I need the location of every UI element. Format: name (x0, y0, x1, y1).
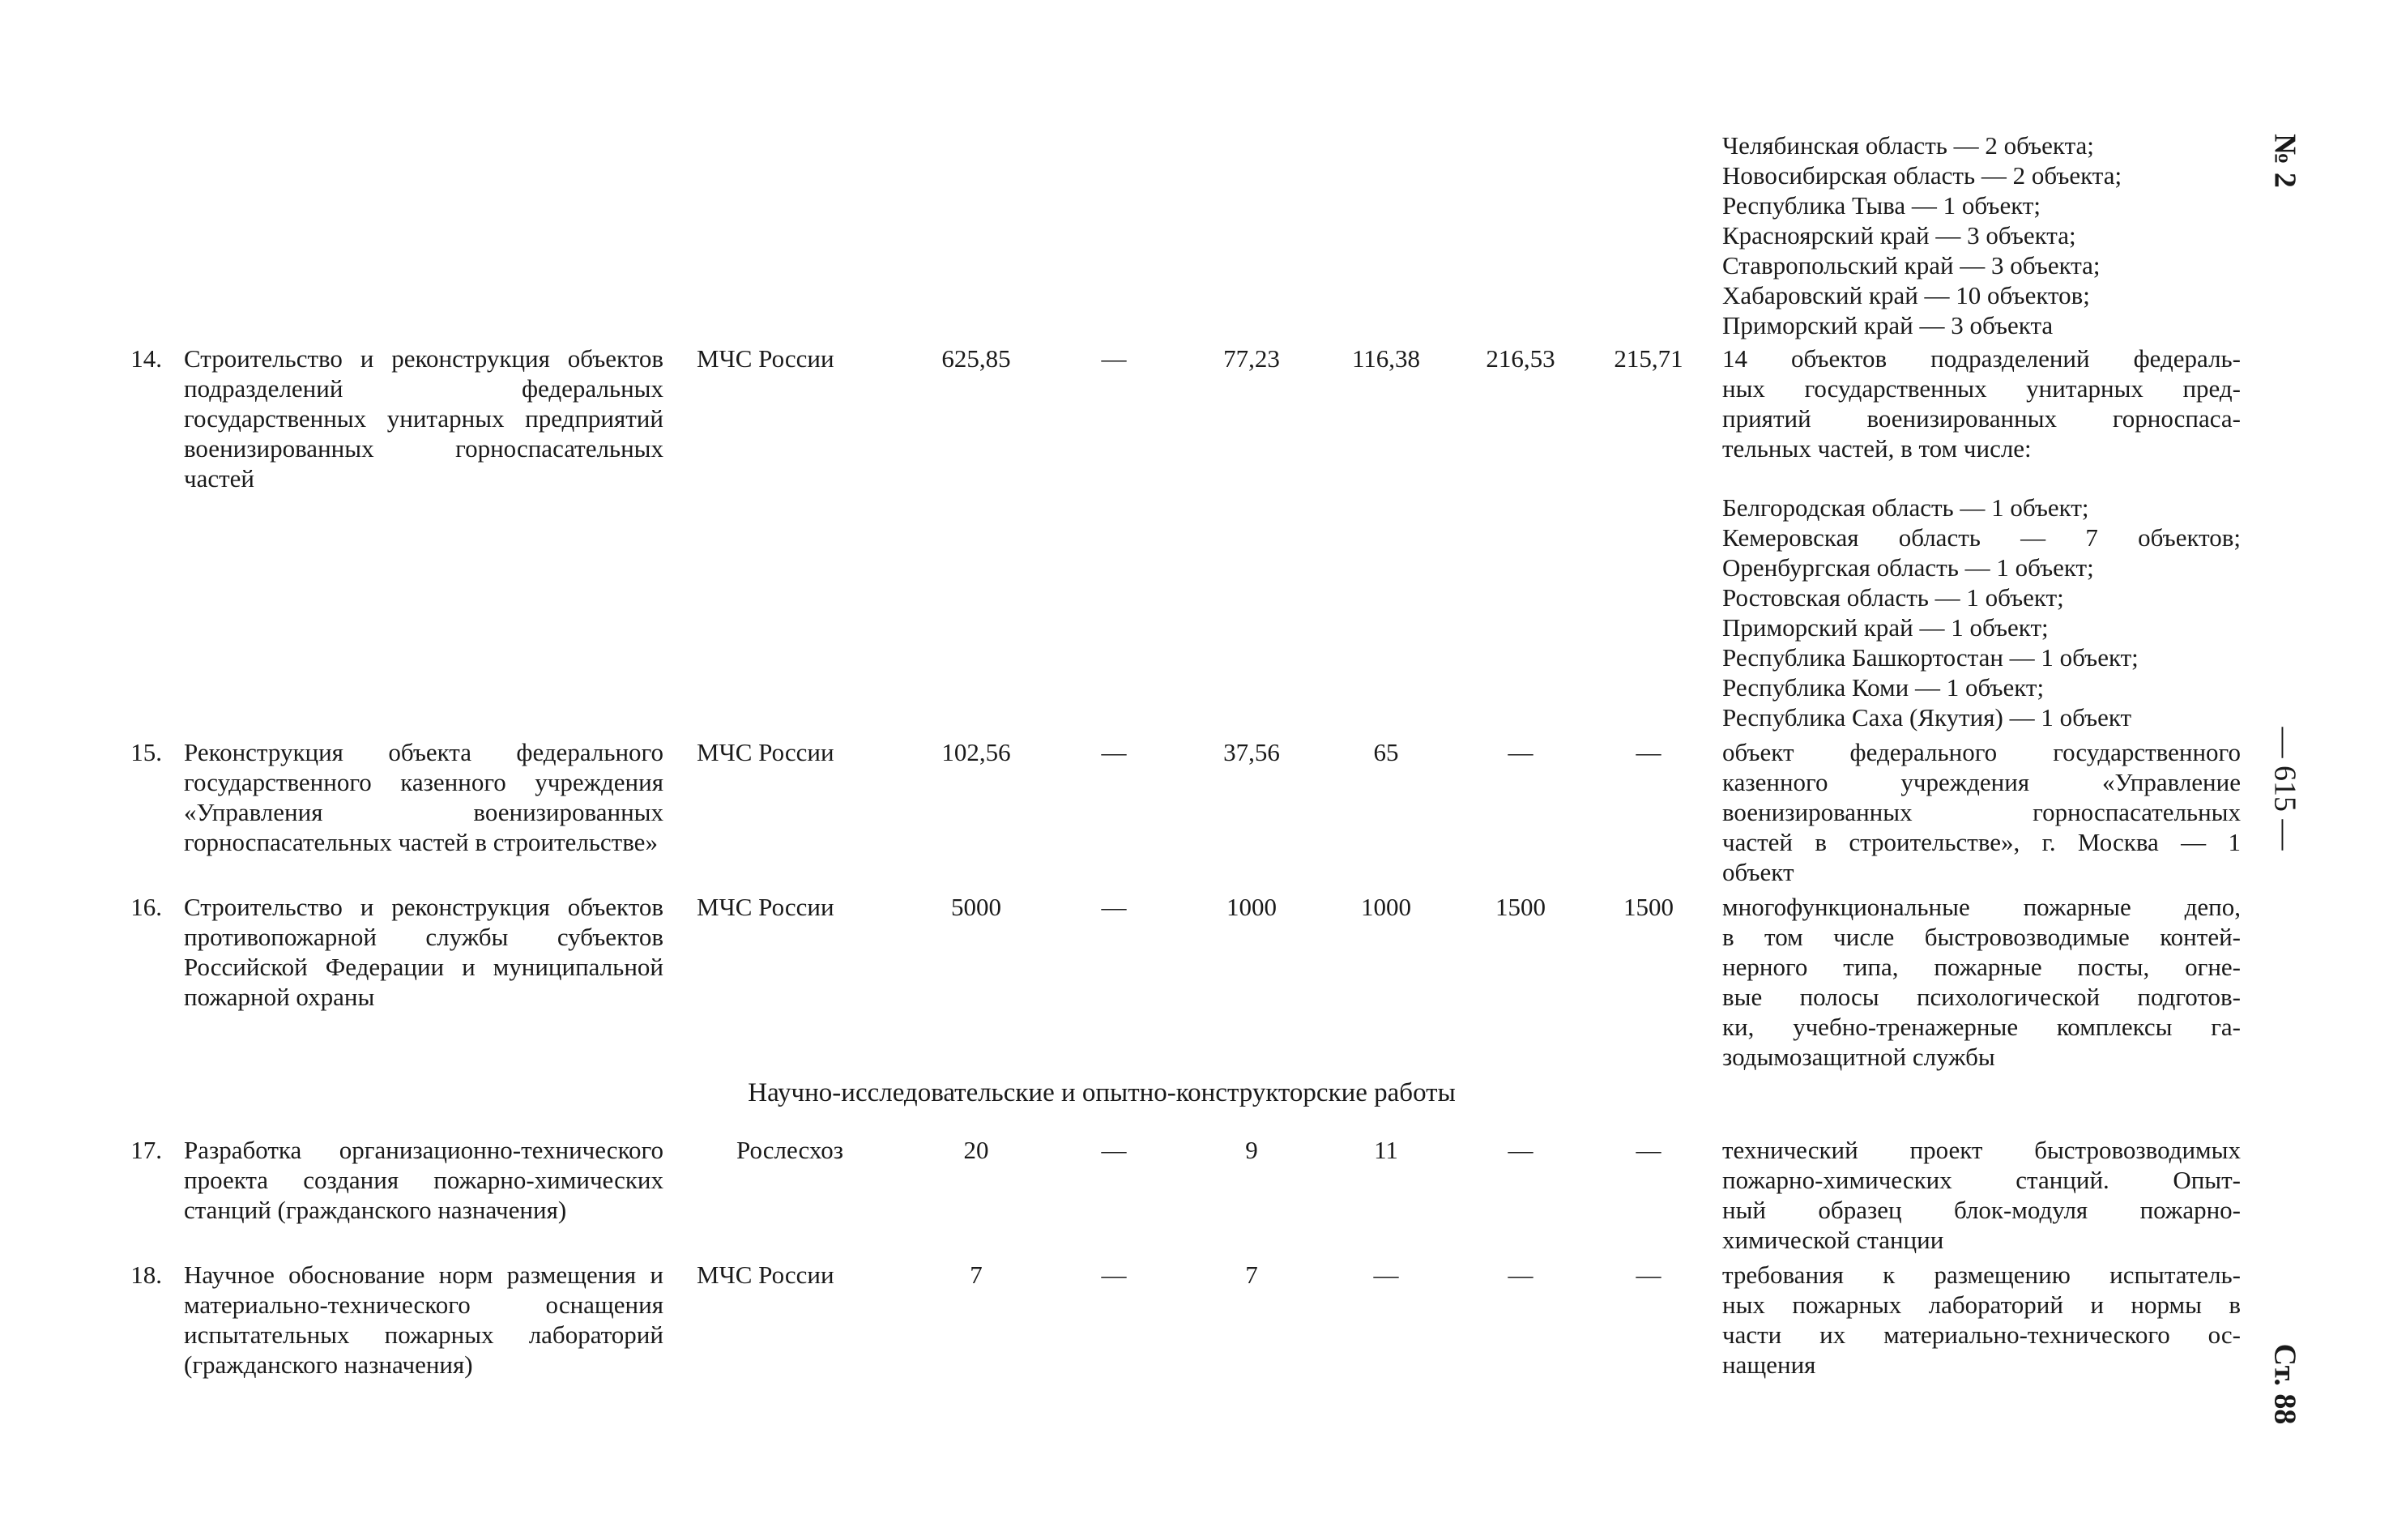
row-v3: 65 (1373, 738, 1399, 766)
result-line: Хабаровский край — 10 объектов; (1722, 281, 2090, 309)
row-result (1722, 737, 2241, 887)
row-number: 15. (130, 738, 162, 766)
row-v5: 1500 (1623, 893, 1674, 921)
row-v1: — (1101, 738, 1127, 766)
row-v5: — (1636, 1261, 1661, 1289)
result-line: Челябинская область — 2 объекта; (1722, 131, 2094, 160)
result-line: объект федерального государственного (1722, 738, 2241, 766)
result-line: Красноярский край — 3 объекта; (1722, 221, 2076, 250)
row-result (1722, 892, 2241, 1072)
section-heading: Научно-исследовательские и опытно-конструкторские работы (748, 1078, 1456, 1107)
result-line: ных пожарных лабораторий и нормы в (1722, 1290, 2241, 1319)
row-total: 5000 (951, 893, 1001, 921)
row-number: 14. (130, 344, 162, 373)
result-line: военизированных горноспасательных (1722, 798, 2241, 826)
row-total: 625,85 (941, 344, 1011, 373)
result-line: 14 объектов подразделений федераль- (1722, 344, 2241, 373)
row-v4: — (1508, 1261, 1533, 1289)
result-line: химической станции (1722, 1226, 1944, 1254)
result-line: пожарно-химических станций. Опыт- (1722, 1166, 2241, 1194)
issue-number: № 2 (2267, 134, 2302, 188)
row-org: МЧС России (697, 344, 834, 373)
row-total: 20 (963, 1136, 989, 1164)
row-number: 17. (130, 1136, 162, 1164)
region-line: Республика Коми — 1 объект; (1722, 673, 2045, 702)
row-name: Разработка организационно-технического проекта создания пожарно-химических станций (гражданского назначения) (184, 1136, 663, 1224)
result-line: приятий военизированных горноспаса- (1722, 404, 2241, 433)
row-v3: 1000 (1361, 893, 1411, 921)
row-name: Научное обоснование норм размещения и материально-технического оснащения испытательных пожарных лабораторий (гражданского назначения) (184, 1261, 663, 1379)
result-line: зодымозащитной службы (1722, 1043, 1995, 1071)
row-v1: — (1101, 1261, 1127, 1289)
result-line: требования к размещению испытатель- (1722, 1261, 2241, 1289)
region-line: Белгородская область — 1 объект; (1722, 493, 2089, 522)
result-line: вые полосы психологической подготов- (1722, 983, 2241, 1011)
row-v5: 215,71 (1614, 344, 1683, 373)
row-v2: 77,23 (1223, 344, 1280, 373)
row-result (1722, 1260, 2241, 1380)
row-v4: 1500 (1495, 893, 1546, 921)
row-v3: 11 (1374, 1136, 1398, 1164)
region-line: Кемеровская область — 7 объектов; (1722, 523, 2241, 552)
row-name: Строительство и реконструкция объектов противопожарной службы субъектов Российской Федерации и муниципальной пожарной охраны (184, 893, 663, 1011)
result-line: тельных частей, в том числе: (1722, 434, 2032, 463)
row-v2: 37,56 (1223, 738, 1280, 766)
result-line: казенного учреждения «Управление (1722, 768, 2241, 796)
row-regions (1722, 493, 2241, 732)
result-line: части их материально-технического ос- (1722, 1320, 2241, 1349)
row-v3: 116,38 (1351, 344, 1421, 373)
row-result (1722, 343, 2241, 463)
row-v1: — (1101, 1136, 1127, 1164)
region-line: Республика Саха (Якутия) — 1 объект (1722, 703, 2132, 732)
result-line: многофункциональные пожарные депо, (1722, 893, 2241, 921)
row-total: 102,56 (941, 738, 1011, 766)
result-line: Ставропольский край — 3 объекта; (1722, 251, 2101, 279)
result-line: Республика Тыва — 1 объект; (1722, 191, 2041, 220)
result-line: в том числе быстровозводимые контей- (1722, 923, 2241, 951)
row-name: Строительство и реконструкция объектов подразделений федеральных государственных унитарных предприятий военизированных горноспасательных частей (184, 344, 663, 493)
result-line: ный образец блок-модуля пожарно- (1722, 1196, 2241, 1224)
region-line: Оренбургская область — 1 объект; (1722, 553, 2094, 582)
result-line: нащения (1722, 1350, 1816, 1379)
row-v5: — (1636, 1136, 1661, 1164)
row-v1: — (1101, 893, 1127, 921)
row-org: МЧС России (697, 1261, 834, 1289)
article-number: Ст. 88 (2267, 1343, 2302, 1425)
row-org: МЧС России (697, 893, 834, 921)
page-number: — 615 — (2267, 727, 2302, 851)
row-v4: 216,53 (1486, 344, 1555, 373)
row-v4: — (1508, 1136, 1533, 1164)
row-v5: — (1636, 738, 1661, 766)
result-line: частей в строительстве», г. Москва — 1 (1722, 828, 2241, 856)
result-line: Приморский край — 3 объекта (1722, 311, 2054, 339)
row-v2: 1000 (1226, 893, 1277, 921)
region-line: Республика Башкортостан — 1 объект; (1722, 643, 2139, 672)
row-number: 18. (130, 1261, 162, 1289)
row-v4: — (1508, 738, 1533, 766)
result-line: объект (1722, 858, 1794, 886)
result-line: нерного типа, пожарные посты, огне- (1722, 953, 2241, 981)
row-v2: 7 (1245, 1261, 1258, 1289)
row-total: 7 (970, 1261, 983, 1289)
row-org: Рослесхоз (736, 1136, 843, 1164)
region-line: Ростовская область — 1 объект; (1722, 583, 2064, 612)
row-v1: — (1101, 344, 1127, 373)
result-line: ки, учебно-тренажерные комплексы га- (1722, 1013, 2241, 1041)
result-line: ных государственных унитарных пред- (1722, 374, 2241, 403)
result-line: технический проект быстровозводимых (1722, 1136, 2241, 1164)
row-result (1722, 1135, 2241, 1255)
row-v3: — (1373, 1261, 1399, 1289)
row-org: МЧС России (697, 738, 834, 766)
result-line: Новосибирская область — 2 объекта; (1722, 161, 2122, 190)
row-number: 16. (130, 893, 162, 921)
top-continuation (1722, 130, 2241, 340)
row-v2: 9 (1245, 1136, 1258, 1164)
row-name: Реконструкция объекта федерального государственного казенного учреждения «Управления военизированных горноспасательных частей в строительстве» (184, 738, 663, 856)
region-line: Приморский край — 1 объект; (1722, 613, 2049, 642)
